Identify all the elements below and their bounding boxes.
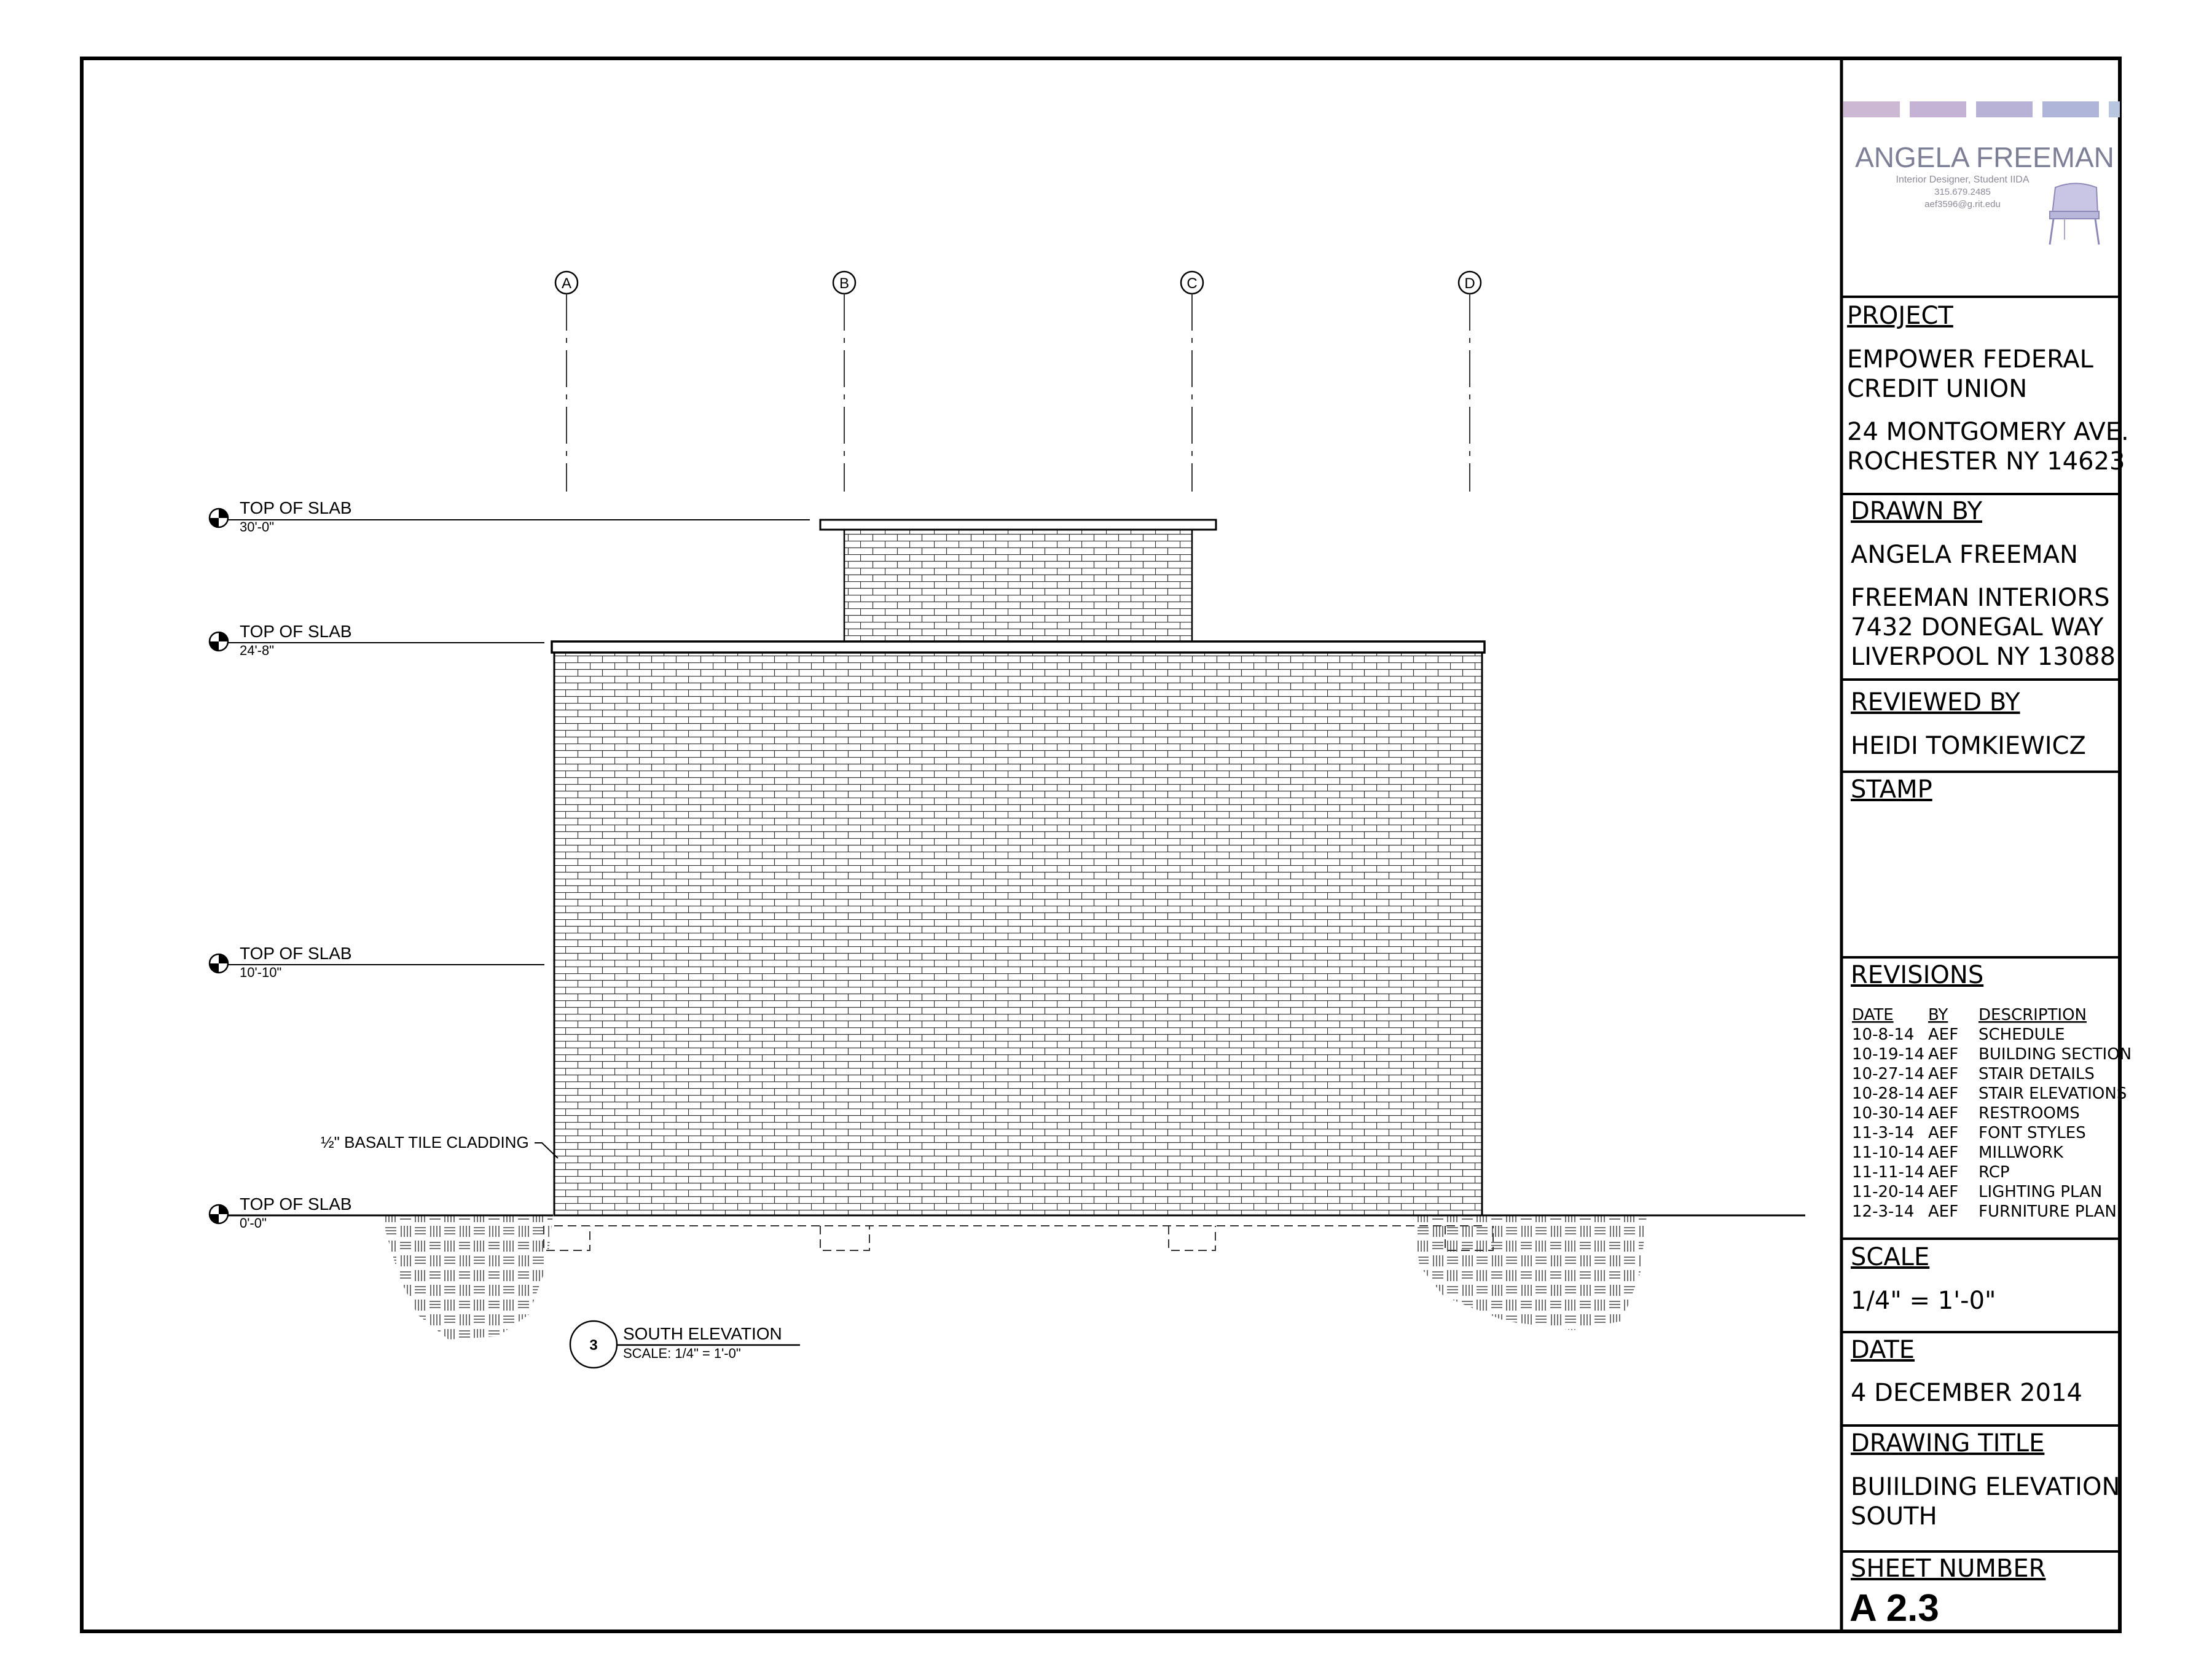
firm-address-line-2: LIVERPOOL NY 13088 <box>1851 643 2116 671</box>
revision-by: AEF <box>1928 1183 1959 1201</box>
revision-description: RCP <box>1979 1163 2010 1182</box>
revision-description: SCHEDULE <box>1979 1026 2065 1044</box>
level-label-30ft: TOP OF SLAB <box>240 498 352 517</box>
level-marker-10ft <box>210 944 544 980</box>
color-swatch-1 <box>1843 101 1900 117</box>
revisions-label: REVISIONS <box>1851 961 1984 989</box>
firm-name: FREEMAN INTERIORS <box>1851 584 2110 612</box>
grid-line-d <box>1459 272 1481 492</box>
revision-by: AEF <box>1928 1143 1959 1162</box>
sheet-number: A 2.3 <box>1849 1587 1939 1630</box>
level-elevation-30ft: 30'-0" <box>240 519 275 535</box>
level-elevation-0ft: 0'-0" <box>240 1215 267 1231</box>
revisions-rows <box>1852 1026 2132 1221</box>
designer-subtitle: Interior Designer, Student IIDA <box>1896 175 2030 185</box>
revision-by: AEF <box>1928 1202 1959 1221</box>
date-label: DATE <box>1851 1336 1915 1364</box>
revision-date: 12-3-14 <box>1852 1202 1915 1221</box>
scale-label: SCALE <box>1851 1243 1930 1271</box>
revision-date: 10-19-14 <box>1852 1045 1925 1064</box>
revision-description: FURNITURE PLAN <box>1979 1202 2117 1221</box>
stamp-label: STAMP <box>1851 775 1932 804</box>
designer-logo <box>1843 101 2120 245</box>
revision-by: AEF <box>1928 1045 1959 1064</box>
material-note: ½" BASALT TILE CLADDING <box>321 1133 529 1151</box>
designer-name: ANGELA FREEMAN <box>1855 141 2114 173</box>
main-brick-wall <box>554 653 1482 1215</box>
revision-date: 10-8-14 <box>1852 1026 1915 1044</box>
view-title: SOUTH ELEVATION <box>623 1324 782 1343</box>
revision-by: AEF <box>1928 1163 1959 1182</box>
chair-icon <box>2050 184 2099 245</box>
revision-description: MILLWORK <box>1979 1143 2063 1162</box>
scale-value: 1/4" = 1'-0" <box>1851 1287 1996 1315</box>
level-label-0ft: TOP OF SLAB <box>240 1194 352 1214</box>
upper-parapet-cap <box>820 520 1216 530</box>
view-scale: SCALE: 1/4" = 1'-0" <box>623 1346 741 1361</box>
revision-date: 10-30-14 <box>1852 1104 1925 1123</box>
drawn-by-label: DRAWN BY <box>1851 497 1983 525</box>
grid-marker-c: C <box>1186 275 1198 292</box>
soil-hatch-left <box>381 1215 553 1339</box>
date-value: 4 DECEMBER 2014 <box>1851 1379 2082 1407</box>
grid-marker-d: D <box>1464 275 1475 292</box>
revision-date: 10-28-14 <box>1852 1084 1925 1103</box>
grid-line-b <box>833 272 855 492</box>
revision-date: 11-10-14 <box>1852 1143 1925 1162</box>
revision-description: BUILDING SECTION <box>1979 1045 2132 1064</box>
drawing-title-line-1: BUIILDING ELEVATION <box>1851 1473 2120 1501</box>
level-marker-24ft <box>210 622 544 658</box>
revision-by: AEF <box>1928 1065 1959 1083</box>
firm-address-line-1: 7432 DONEGAL WAY <box>1851 613 2104 641</box>
revisions-header-by: BY <box>1928 1006 1948 1024</box>
designer-phone: 315.679.2485 <box>1934 187 1991 197</box>
drawing-title-label: DRAWING TITLE <box>1851 1429 2045 1457</box>
revision-description: STAIR DETAILS <box>1979 1065 2095 1083</box>
footing-outline <box>544 1226 1493 1250</box>
color-swatch-5 <box>2109 101 2120 117</box>
grid-line-c <box>1181 272 1203 492</box>
revisions-header-description: DESCRIPTION <box>1979 1006 2087 1024</box>
designer-email: aef3596@g.rit.edu <box>1924 199 2001 210</box>
drawing-title-line-2: SOUTH <box>1851 1502 1937 1531</box>
grid-marker-b: B <box>839 275 850 292</box>
revision-description: LIGHTING PLAN <box>1979 1183 2103 1201</box>
south-elevation-drawing <box>209 272 1805 1368</box>
revision-date: 11-20-14 <box>1852 1183 1925 1201</box>
revision-description: STAIR ELEVATIONS <box>1979 1084 2127 1103</box>
level-marker-0ft <box>210 1194 352 1231</box>
grid-marker-a: A <box>561 275 572 292</box>
revisions-table <box>1852 1006 2132 1221</box>
revisions-header-date: DATE <box>1852 1006 1894 1024</box>
revision-by: AEF <box>1928 1104 1959 1123</box>
level-label-24ft: TOP OF SLAB <box>240 622 352 641</box>
sheet-number-label: SHEET NUMBER <box>1851 1555 2046 1583</box>
level-elevation-24ft: 24'-8" <box>240 643 275 658</box>
soil-hatch-right <box>1413 1215 1647 1330</box>
upper-brick-wall <box>844 530 1192 641</box>
view-title-block <box>570 1321 800 1368</box>
revision-by: AEF <box>1928 1124 1959 1142</box>
revision-by: AEF <box>1928 1084 1959 1103</box>
revision-date: 11-11-14 <box>1852 1163 1925 1182</box>
title-block <box>1841 101 2132 1630</box>
main-parapet-cap <box>552 641 1484 653</box>
color-swatch-4 <box>2042 101 2099 117</box>
revision-date: 11-3-14 <box>1852 1124 1915 1142</box>
reviewed-by-name: HEIDI TOMKIEWICZ <box>1851 732 2086 760</box>
color-swatch-3 <box>1976 101 2033 117</box>
drawn-by-name: ANGELA FREEMAN <box>1851 541 2078 569</box>
view-number: 3 <box>589 1337 598 1354</box>
project-address-line-1: 24 MONTGOMERY AVE. <box>1847 418 2129 446</box>
color-swatch-2 <box>1910 101 1966 117</box>
project-name-line-1: EMPOWER FEDERAL <box>1847 345 2093 374</box>
revision-by: AEF <box>1928 1026 1959 1044</box>
level-elevation-10ft: 10'-10" <box>240 965 282 980</box>
project-label: PROJECT <box>1847 302 1953 330</box>
grid-line-a <box>555 272 578 492</box>
project-name-line-2: CREDIT UNION <box>1847 375 2028 403</box>
revision-description: FONT STYLES <box>1979 1124 2086 1142</box>
revision-description: RESTROOMS <box>1979 1104 2080 1123</box>
revision-date: 10-27-14 <box>1852 1065 1925 1083</box>
level-label-10ft: TOP OF SLAB <box>240 944 352 963</box>
reviewed-by-label: REVIEWED BY <box>1851 688 2020 716</box>
project-address-line-2: ROCHESTER NY 14623 <box>1847 447 2125 476</box>
level-marker-30ft <box>210 498 810 535</box>
